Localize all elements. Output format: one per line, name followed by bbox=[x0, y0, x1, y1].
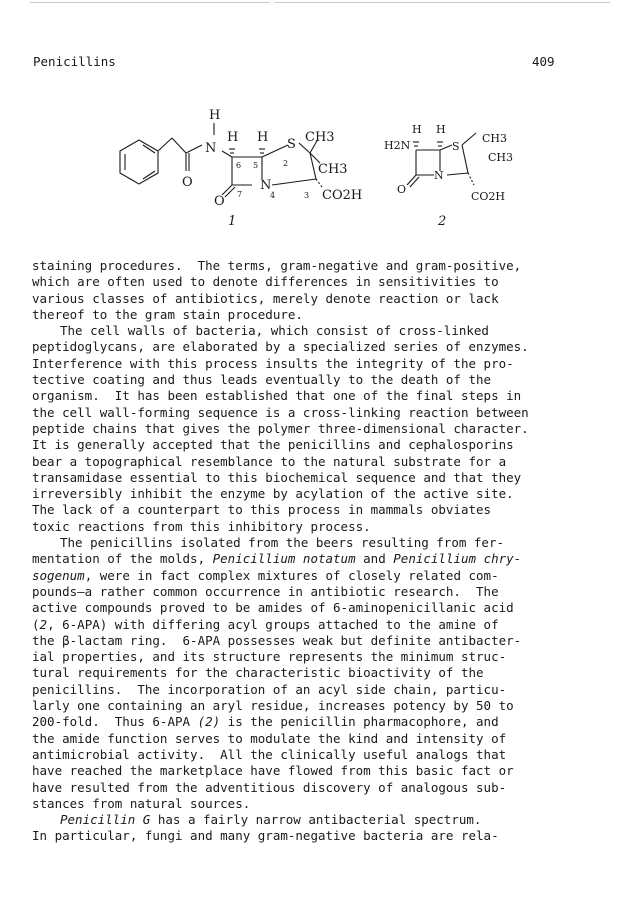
text-line: the cell wall-forming sequence is a cross-linking reaction between bbox=[32, 404, 529, 420]
atom-label: H bbox=[257, 130, 269, 145]
text-segment: , were in fact complex mixtures of closely related com- bbox=[84, 567, 499, 583]
text-line: irreversibly inhibit the enzyme by acylation of the active site. bbox=[32, 486, 514, 502]
carbonyl-bond bbox=[410, 177, 419, 187]
text-line: The lack of a counterpart to this process in mammals obviates bbox=[32, 502, 492, 518]
bond bbox=[172, 138, 186, 153]
bond bbox=[186, 145, 202, 153]
atom-label: CO2H bbox=[322, 188, 363, 203]
bond bbox=[462, 133, 476, 145]
atom-label: CO2H bbox=[471, 190, 506, 203]
text-line: thereof to the gram stain procedure. bbox=[32, 306, 303, 322]
atom-label: CH3 bbox=[318, 162, 348, 177]
atom-label: N bbox=[434, 169, 444, 182]
ring-number: 5 bbox=[253, 161, 259, 170]
italic-segment: sogenum bbox=[32, 567, 85, 583]
text-line: It is generally accepted that the penicillins and cephalosporins bbox=[32, 437, 514, 453]
ring-number: 4 bbox=[270, 191, 276, 200]
ring-number: 6 bbox=[236, 161, 242, 170]
text-line: organism. It has been established that one of the final steps in bbox=[32, 388, 522, 404]
top-rule-right bbox=[275, 2, 610, 3]
text-segment: ( bbox=[32, 616, 40, 632]
text-line: various classes of antibiotics, merely denote reaction or lack bbox=[32, 290, 499, 306]
top-rule-left bbox=[30, 2, 270, 3]
text-line: tective coating and thus leads eventually to the death of the bbox=[32, 372, 492, 388]
atom-label: CH3 bbox=[305, 130, 335, 145]
text-segment: is the penicillin pharmacophore, and bbox=[220, 714, 499, 730]
stereo-bond bbox=[316, 179, 322, 187]
text-line: The cell walls of bacteria, which consist of cross-linked bbox=[60, 323, 489, 339]
stereo-bond bbox=[468, 173, 474, 185]
text-line: transamidase essential to this biochemical sequence and that they bbox=[32, 469, 522, 485]
text-line: which are often used to denote differences in sensitivities to bbox=[32, 274, 499, 290]
atom-label: N bbox=[205, 141, 217, 156]
atom-label: H bbox=[227, 130, 239, 145]
atom-label: H bbox=[209, 108, 221, 123]
ring-number: 2 bbox=[283, 159, 289, 168]
benzene-ring bbox=[120, 140, 158, 184]
italic-segment: Penicillin G bbox=[60, 812, 151, 828]
text-segment: 200-fold. Thus 6-APA bbox=[32, 714, 198, 730]
atom-label: S bbox=[287, 137, 296, 152]
text-line: In particular, fungi and many gram-negative bacteria are rela- bbox=[32, 828, 499, 844]
chemical-structures-figure bbox=[0, 95, 638, 245]
text-line bbox=[32, 617, 617, 633]
structure-1-labels bbox=[182, 108, 362, 229]
text-line bbox=[32, 714, 617, 730]
text-line: Interference with this process insults the integrity of the pro- bbox=[32, 355, 514, 371]
bond bbox=[272, 179, 316, 185]
text-line: have resulted from the adventitious discovery of analogous sub- bbox=[32, 779, 507, 795]
atom-label: S bbox=[452, 140, 460, 153]
italic-segment: Penicillium chry- bbox=[393, 551, 522, 567]
text-line: larly one containing an aryl residue, increases potency by 50 to bbox=[32, 698, 514, 714]
carbonyl-bond bbox=[407, 175, 416, 185]
text-line: toxic reactions from this inhibitory process. bbox=[32, 518, 371, 534]
bond bbox=[447, 173, 468, 175]
text-line: the amide function serves to modulate the kind and intensity of bbox=[32, 730, 507, 746]
text-line: ial properties, and its structure represents the minimum struc- bbox=[32, 649, 507, 665]
atom-label: N bbox=[260, 178, 272, 193]
running-head-title: Penicillins bbox=[33, 54, 116, 69]
structure-number: 1 bbox=[228, 214, 237, 229]
ring-number: 7 bbox=[237, 190, 243, 199]
atom-label: H bbox=[412, 123, 422, 136]
bond bbox=[262, 145, 288, 157]
text-line: tural requirements for the characteristic bioactivity of the bbox=[32, 665, 484, 681]
structure-number: 2 bbox=[438, 214, 447, 229]
text-line: peptide chains that gives the polymer three-dimensional character. bbox=[32, 420, 529, 436]
atom-label: CH3 bbox=[488, 151, 514, 164]
atom-label: O bbox=[214, 194, 225, 209]
text-line: The penicillins isolated from the beers resulting from fer- bbox=[60, 535, 505, 551]
italic-segment: Penicillium notatum bbox=[212, 551, 356, 567]
atom-label: O bbox=[182, 175, 193, 190]
text-line: staining procedures. The terms, gram-negative and gram-positive, bbox=[32, 258, 522, 273]
text-line: pounds—a rather common occurrence in antibiotic research. The bbox=[32, 583, 499, 599]
text-segment: mentation of the molds, bbox=[32, 551, 213, 567]
text-segment: has a fairly narrow antibacterial spectrum. bbox=[150, 812, 482, 828]
text-line: penicillins. The incorporation of an acyl side chain, particu- bbox=[32, 681, 507, 697]
ring-number: 3 bbox=[304, 191, 310, 200]
structures-svg bbox=[0, 95, 638, 245]
italic-segment: (2) bbox=[197, 714, 221, 730]
italic-segment: 2 bbox=[39, 616, 48, 632]
atom-label: H2N bbox=[384, 139, 411, 152]
text-line: bear a topographical resemblance to the natural substrate for a bbox=[32, 453, 507, 469]
bond bbox=[310, 153, 316, 179]
text-line: peptidoglycans, are elaborated by a specialized series of enzymes. bbox=[32, 339, 529, 355]
text-line: antimicrobial activity. All the clinically useful analogs that bbox=[32, 746, 507, 762]
atom-label: CH3 bbox=[482, 132, 508, 145]
text-line bbox=[32, 551, 617, 567]
atom-label: O bbox=[397, 183, 407, 196]
text-line bbox=[32, 568, 617, 584]
page-number: 409 bbox=[532, 54, 555, 69]
text-segment: , 6-APA) with differing acyl groups attached to the amine of bbox=[47, 616, 499, 632]
bond bbox=[462, 145, 468, 173]
bond bbox=[222, 151, 232, 157]
text-segment: and bbox=[355, 551, 394, 567]
body-text bbox=[32, 258, 617, 845]
text-line: stances from natural sources. bbox=[32, 795, 251, 811]
text-line: active compounds proved to be amides of 6-aminopenicillanic acid bbox=[32, 600, 514, 616]
atom-label: H bbox=[436, 123, 446, 136]
text-line: have reached the marketplace have flowed from this basic fact or bbox=[32, 763, 514, 779]
carbonyl-bond bbox=[225, 187, 235, 197]
text-line bbox=[32, 812, 617, 828]
structure-2-labels bbox=[384, 123, 513, 229]
structure-1 bbox=[120, 123, 322, 197]
bond bbox=[158, 138, 172, 151]
text-line: the β-lactam ring. 6-APA possesses weak but definite antibacter- bbox=[32, 632, 522, 648]
